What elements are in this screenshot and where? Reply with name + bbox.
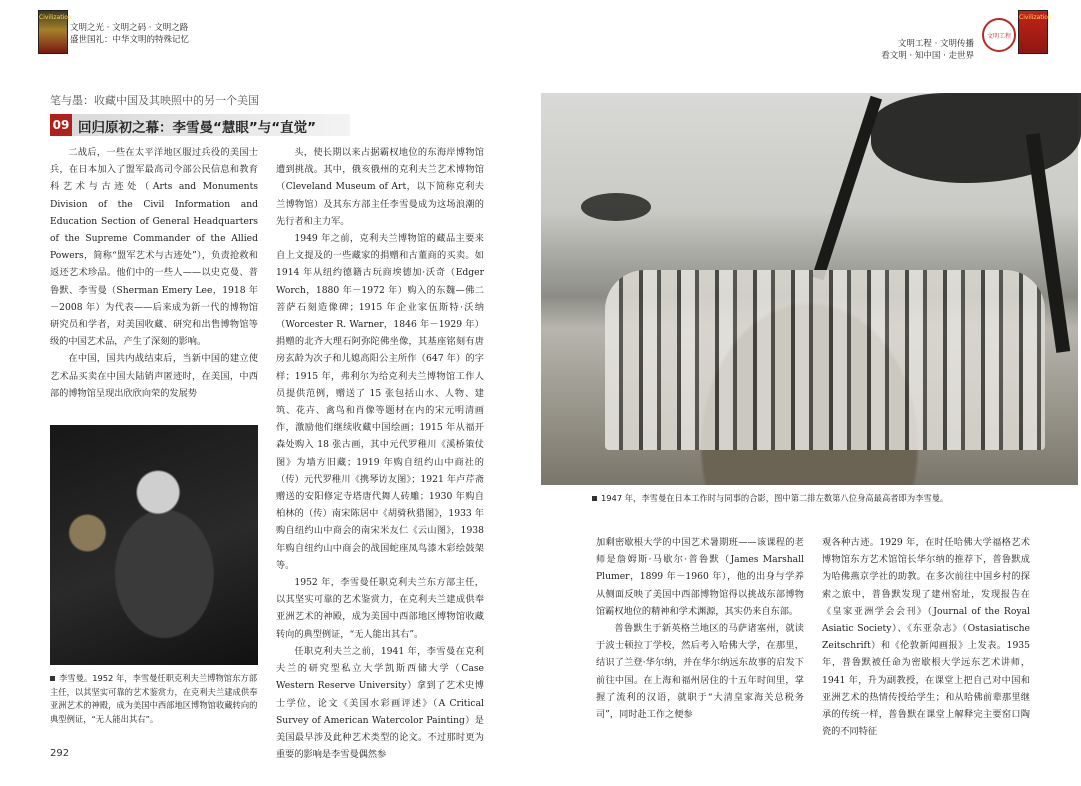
page-number: 292 [50,748,70,759]
tree-canopy [581,193,651,221]
text-column-1 [50,144,258,424]
paragraph: 任职克利夫兰之前，1941 年，李雪曼在克利夫兰的研究型私立大学凯斯西储大学（Case Western Reserve University）拿到了艺术史博士学位，论文《美国水彩画评述》（A Critical Survey of American Watercolor Painting）是美国最早涉及此种艺术类型的论文。不过那时更为重要的影响是李雪曼偶然参 [276,645,484,761]
caption-text: 1947 年，李雪曼在日本工作时与同事的合影，图中第二排左数第八位身高最高者即为李雪曼。 [601,493,949,503]
text-column-2 [276,144,484,761]
header-left [70,22,189,46]
paragraph: 头，使长期以来占据霸权地位的东海岸博物馆遭到挑战。其中，俄亥俄州的克利夫兰艺术博物馆（Cleveland Museum of Art，以下简称克利夫兰博物馆）及其东方部主任李雪曼成为这场浪潮的先行者和主力军。 [276,147,484,227]
seal-icon [982,18,1016,52]
portrait-caption [50,672,260,726]
paragraph: 1949 年之前，克利夫兰博物馆的藏品主要来自上文提及的一些藏家的捐赠和古董商的买卖。如 1914 年从纽约德籍古玩商埃德加·沃奇（Edger Worch，1880 年－1972 年）购入的东魏—佛二菩萨石刻造像碑；1915 年企业家伍斯特·沃纳（Worcester R. Warner，1846 年－1929 年）捐赠的北齐大理石阿弥陀佛坐像，其基座铭刻有唐房玄龄为次子和儿媳高阳公主所作（647 年）的字样；1915 年，弗利尔为给克利夫兰博物馆工作人员提供范例，赠送了 15 张包括山水、人物、建筑、花卉、禽鸟和肖像等题材在内的宋元明清画作，激励他们继续收藏中国绘画；1915 年从福开森处购入 18 张古画，其中元代罗稚川《溪桥策仗图》为墙方旧藏；1919 年购自纽约山中商社的（传）元代罗稚川《携琴访友图》；1921 年卢芹斋赠送的安阳修定寺塔唐代舞人砖雕；1930 年购自柏林的（传）南宋陈居中《胡骑秋猎图》，1933 年购自纽约山中商会的南宋米友仁《云山图》，1938 年购自纽约山中商会的战国蛇座凤鸟漆木彩绘鼓架等。 [276,233,484,571]
header-right [874,38,974,62]
tree-canopy [871,93,1081,183]
caption-text: 李雪曼。1952 年，李雪曼任职克利夫兰博物馆东方部主任，以其坚实可靠的艺术鉴赏力，在克利夫兰建成供奉亚洲艺术的神殿，成为美国中西部地区博物馆收藏转向的典型例证，“无人能出其右”。 [50,673,258,724]
text-column-3 [596,534,804,754]
paragraph: 加剩密歇根大学的中国艺术暑期班——该课程的老师是詹姆斯·马歇尔·普鲁默（James Marshall Plumer，1899 年－1960 年），他的出身与学养从侧面反映了美国中西部博物馆得以挑战东部博物馆霸权地位的精神和学术渊源，其实仍来自东部。 [596,537,804,617]
magazine-logo-left [38,10,72,54]
magazine-logo-right [1018,10,1052,54]
header-left-line2: 盛世国礼：中华文明的特殊记忆 [70,35,190,45]
seal-text: 文明工程 [986,32,1011,40]
paragraph: 观各种古迹。1929 年，在时任哈佛大学福格艺术博物馆东方艺术馆馆长华尔纳的推荐下，普鲁默成为哈佛燕京学社的助教。在多次前往中国乡村的探索之旅中，普鲁默发现了建州窑址，发现报告在《皇家亚洲学会会刊》（Journal of the Royal Asiatic Society）、《东亚杂志》（Ostasiatische Zeitschrift）和《伦敦新闻画报》上发表。1935 年，普鲁默被任命为密歇根大学远东艺术讲师，1941 年，升为副教授，在课堂上把自己对中国和亚洲艺术的热情传授给学生；和从哈佛前辈那里继承的传统一样，普鲁默在课堂上解释完主要窑口陶瓷的不同特征 [822,537,1030,738]
group-photo-caption [592,492,1062,506]
header-right-line2: 看文明 · 知中国 · 走世界 [881,51,974,61]
article-title: 回归原初之幕：李雪曼“慧眼”与“直觉” [78,120,316,136]
header-left-line1: 文明之光 · 文明之码 · 文明之路 [70,23,189,33]
paragraph: 1952 年，李雪曼任职克利夫兰东方部主任，以其坚实可靠的艺术鉴赏力，在克利夫兰建成供奉亚洲艺术的神殿，成为美国中西部地区博物馆收藏转向的典型例证，“无人能出其右”。 [276,577,484,640]
paragraph: 二战后，一些在太平洋地区服过兵役的美国士兵，在日本加入了盟军最高司令部公民信息和教育科艺术与古迹处（Arts and Monuments Division of the Civil Information and Education Section of General Headquarters of the Supreme Commander of the Allied Powers，简称“盟军艺术与古迹处”），负责抢救和返还艺术珍品。他们中的一些人——以史克曼、普鲁默、李雪曼（Sherman Emery Lee，1918 年－2008 年）为代表——后来成为新一代的博物馆研究员和学者，对美国收藏、研究和出售博物馆等级的中国艺术品，产生了深刻的影响。 [50,147,258,348]
caption-bullet-icon [50,676,55,681]
text-column-4 [822,534,1030,754]
header-right-line1: 文明工程 · 文明传播 [897,39,974,49]
title-number: 09 [50,114,72,136]
logo-text: Civilization [39,14,72,21]
group-of-people [605,270,1045,450]
section-label: 笔与墨：收藏中国及其映照中的另一个美国 [50,94,259,107]
paragraph: 普鲁默生于新英格兰地区的马萨诸塞州，就读于波士顿拉丁学校，然后考入哈佛大学，在那里，结识了兰登·华尔纳，并在华尔纳远东故事的启发下前往中国。在上海和福州居住的十五年时间里，掌握了流利的汉语，就职于“大清皇家海关总税务司”，同时赴工作之便参 [596,623,804,721]
paragraph: 在中国，国共内战结束后，当新中国的建立使艺术品买卖在中国大陆销声匿迹时，在美国，中西部的博物馆呈现出欣欣向荣的发展势 [50,353,258,399]
portrait-photo [50,425,258,665]
caption-bullet-icon [592,496,597,501]
logo-text: Civilization [1019,14,1052,21]
